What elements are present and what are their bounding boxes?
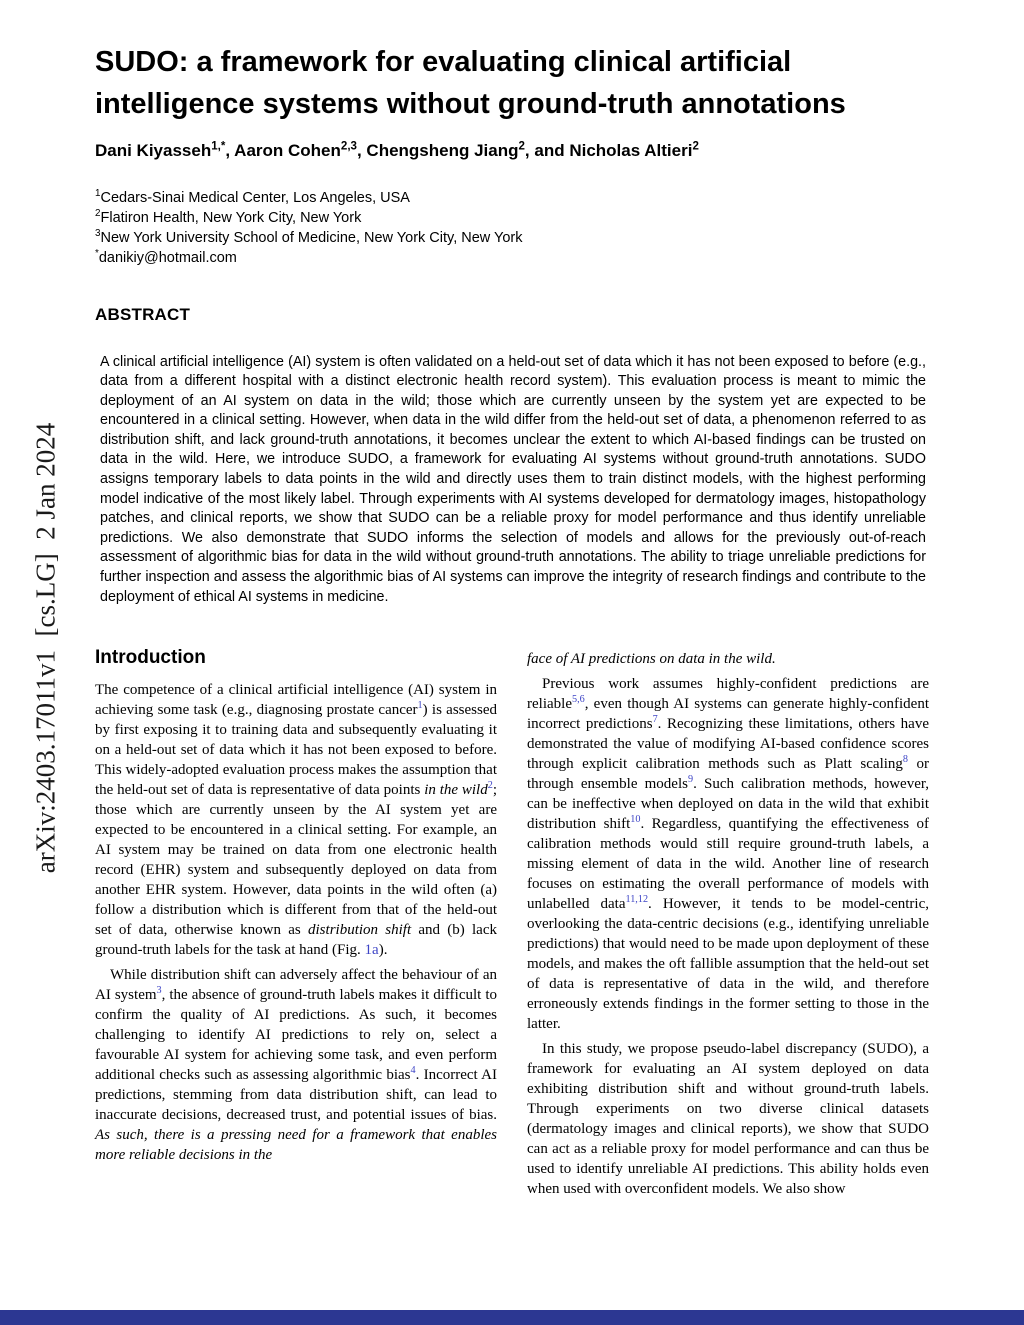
footer-bar xyxy=(0,1310,1024,1325)
citation-link[interactable]: 11,12 xyxy=(625,894,649,906)
introduction-heading: Introduction xyxy=(95,647,206,669)
citation-link[interactable]: 2 xyxy=(487,780,493,792)
page-content xyxy=(95,0,930,1199)
affiliations-block xyxy=(95,188,930,268)
citation-link[interactable]: 7 xyxy=(652,714,658,726)
citation-link[interactable]: 10 xyxy=(630,814,641,826)
citation-link[interactable]: 3 xyxy=(156,985,162,997)
two-column-body xyxy=(95,647,930,1199)
citation-link[interactable]: 1a xyxy=(364,942,379,959)
abstract-text: A clinical artificial intelligence (AI) system is often validated on a held-out set of data which it has not been exposed to before (e.g., data from a different hospital with a distinct electronic health record system). This evaluation process is meant to mimic the deployment of an AI system on data in the wild; those which are currently unseen by the system yet are expected to be encountered in a clinical setting. However, when data in the wild differ from the held-out set of data, a phenomenon referred to as distribution shift, and lack ground-truth annotations, it becomes unclear the extent to which AI-based findings can be trusted on data in the wild. Here, we introduce SUDO, a framework for evaluating AI systems without ground-truth annotations. SUDO assigns temporary labels to data points in the wild and directly uses them to train distinct models, with the highest performing model indicative of the most likely label. Through experiments with AI systems developed for dermatology images, histopathology patches, and clinical reports, we show that SUDO can be a reliable proxy for model performance and thus identify unreliable predictions. We also demonstrate that SUDO informs the selection of models and allows for the previously out-of-reach assessment of algorithmic bias for data in the wild without ground-truth annotations. The ability to triage unreliable predictions for further inspection and assess the algorithmic bias of AI systems can improve the integrity of research findings and contribute to the deployment of ethical AI systems in medicine. xyxy=(100,353,926,605)
intro-paragraph-3: Previous work assumes highly-confident predictions are reliable$^{5,6}$, even though AI systems can generate highly-confident incorrect predictions$^7$. Recognizing these limitations, others have demonstrated the value of modifying AI-based confidence scores through explicit calibration methods such as Platt scaling$^8$ or through ensemble models$^9$. Such calibration methods, however, can be ineffective when deployed on data in the wild that exhibit distribution shift$^{10}$. Regardless, quantifying the effectiveness of calibration methods would still require ground-truth labels, a missing element of data in the wild. Another line of research focuses on estimating the overall performance of models with unlabelled data$^{11,12}$. However, it tends to be model-centric, overlooking the data-centric decisions (e.g., identifying unreliable predictions) that would need to be made upon deployment of these models, and makes the oft fallible assumption that the held-out set of data is representative of data in the wild, and therefore erroneously extends findings in the former setting to those in the latter. xyxy=(527,676,930,1033)
abstract-heading: ABSTRACT xyxy=(95,304,191,324)
intro-paragraph-4: In this study, we propose pseudo-label discrepancy (SUDO), a framework for evaluating an AI system deployed on data exhibiting distribution shift and without ground-truth labels. Through experiments on two diverse clinical datasets (dermatology images and clinical reports), we show that SUDO can act as a reliable proxy for model performance and can thus be used to identify unreliable AI predictions. This ability holds even when used with overconfident models. We also show xyxy=(527,1041,929,1198)
citation-link[interactable]: 4 xyxy=(410,1065,416,1077)
intro-paragraph-2-continued: face of AI predictions on data in the wild. xyxy=(527,651,776,668)
citation-link[interactable]: 9 xyxy=(687,774,694,786)
citation-link[interactable]: 1 xyxy=(417,700,423,712)
paper-title: SUDO: a framework for evaluating clinical artificial intelligence systems without ground-truth annotations xyxy=(95,46,846,120)
citation-link[interactable]: 8 xyxy=(902,754,909,766)
affiliation-2: $^2$Flatiron Health, New York City, New York xyxy=(95,207,362,226)
affiliation-3: $^3$New York University School of Medicine, New York City, New York xyxy=(95,227,523,246)
corresponding-email: *danikiy@hotmail.com xyxy=(95,247,237,266)
citation-link[interactable]: 5,6 xyxy=(571,694,585,706)
left-column xyxy=(95,647,497,1165)
right-column xyxy=(527,647,929,1199)
intro-paragraph-1: The competence of a clinical artificial intelligence (AI) system in achieving some task (e.g., diagnosing prostate cancer$^1$) is assessed by first exposing it to training data and subsequently evaluating it on a held-out set of data which it has not been exposed to before. This widely-adopted evaluation process makes the assumption that the held-out set of data is representative of data points in the wild$^2$; those which are currently unseen by the AI system yet are expected to be encountered in a clinical setting. For example, an AI system may be trained on data from one electronic health record (EHR) system and subsequently deployed on data from another EHR system. However, data points in the wild often (a) follow a distribution which is different from that of the held-out set of data, otherwise known as distribution shift and (b) lack ground-truth labels for the task at hand (Fig. 1a). xyxy=(95,682,497,959)
authors-line: Dani Kiyasseh$^{1,*}$, Aaron Cohen$^{2,3}$, Chengsheng Jiang$^2$, and Nicholas Altieri$^2$ xyxy=(95,139,699,160)
affiliation-1: $^1$Cedars-Sinai Medical Center, Los Angeles, USA xyxy=(95,187,410,206)
arxiv-watermark: arXiv:2403.17011v1 [cs.LG] 2 Jan 2024 xyxy=(30,422,61,874)
intro-paragraph-2: While distribution shift can adversely affect the behaviour of an AI system$^3$, the absence of ground-truth labels makes it difficult to confirm the quality of AI predictions. As such, it becomes challenging to identify AI predictions to rely on, select a favourable AI system for achieving some task, and even perform additional checks such as assessing algorithmic bias$^4$. Incorrect AI predictions, stemming from data distribution shift, can lead to inaccurate decisions, decreased trust, and potential issues of bias. As such, there is a pressing need for a framework that enables more reliable decisions in the xyxy=(95,967,497,1164)
